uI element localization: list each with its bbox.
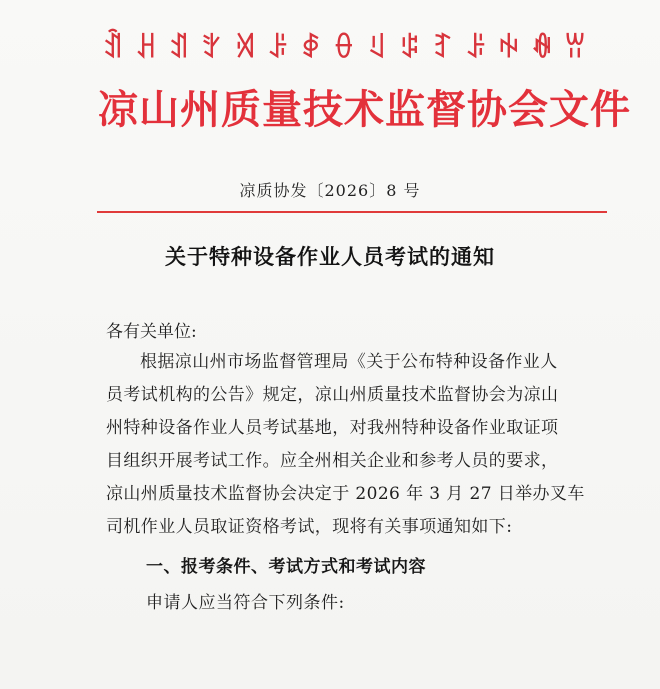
yi-glyph: ꃅ (135, 33, 161, 64)
yi-script-header (100, 28, 620, 64)
yi-glyph: ꌠ (465, 33, 491, 64)
paragraph-line: 凉山州质量技术监督协会决定于 2026 年 3 月 27 日举办叉车 (106, 484, 585, 504)
header-divider-line (97, 211, 607, 213)
document-number: 凉质协发〔2026〕8 号 (239, 181, 421, 200)
yi-glyph: ꊿ (531, 33, 557, 64)
yi-glyph: ꌒ (399, 33, 425, 64)
requirement-intro: 申请人应当符合下列条件: (146, 593, 345, 613)
paragraph-line: 司机作业人员取证资格考试，现将有关事项通知如下: (106, 517, 513, 537)
yi-glyph: ꂷ (333, 33, 359, 64)
yi-glyph: ꆹ (366, 33, 392, 64)
paragraph-line: 根据凉山州市场监督管理局《关于公布特种设备作业人 (140, 352, 558, 372)
yi-glyph: ꀕ (564, 33, 590, 64)
yi-glyph: ꀉ (102, 33, 128, 64)
yi-glyph: ꆈ (432, 33, 458, 64)
section-heading: 一、报考条件、考试方式和考试内容 (146, 557, 426, 577)
yi-glyph: ꀊ (168, 33, 194, 64)
paragraph-line: 目组织开展考试工作。应全州相关企业和参考人员的要求， (106, 451, 559, 471)
notice-title: 关于特种设备作业人员考试的通知 (165, 244, 495, 269)
body-paragraph (106, 346, 585, 544)
yi-glyph: ꇬ (201, 33, 227, 64)
yi-glyph: ꇉ (300, 33, 326, 64)
paragraph-line: 员考试机构的公告》规定，凉山州质量技术监督协会为凉山 (106, 385, 559, 405)
yi-glyph: ꄉ (234, 33, 260, 64)
organization-title: 凉山州质量技术监督协会文件 (98, 86, 631, 133)
salutation: 各有关单位: (106, 322, 197, 342)
paragraph-line: 州特种设备作业人员考试基地，对我州特种设备作业取证项 (106, 418, 559, 438)
yi-glyph: ꌠ (267, 33, 293, 64)
yi-glyph: ꑭ (498, 33, 524, 64)
